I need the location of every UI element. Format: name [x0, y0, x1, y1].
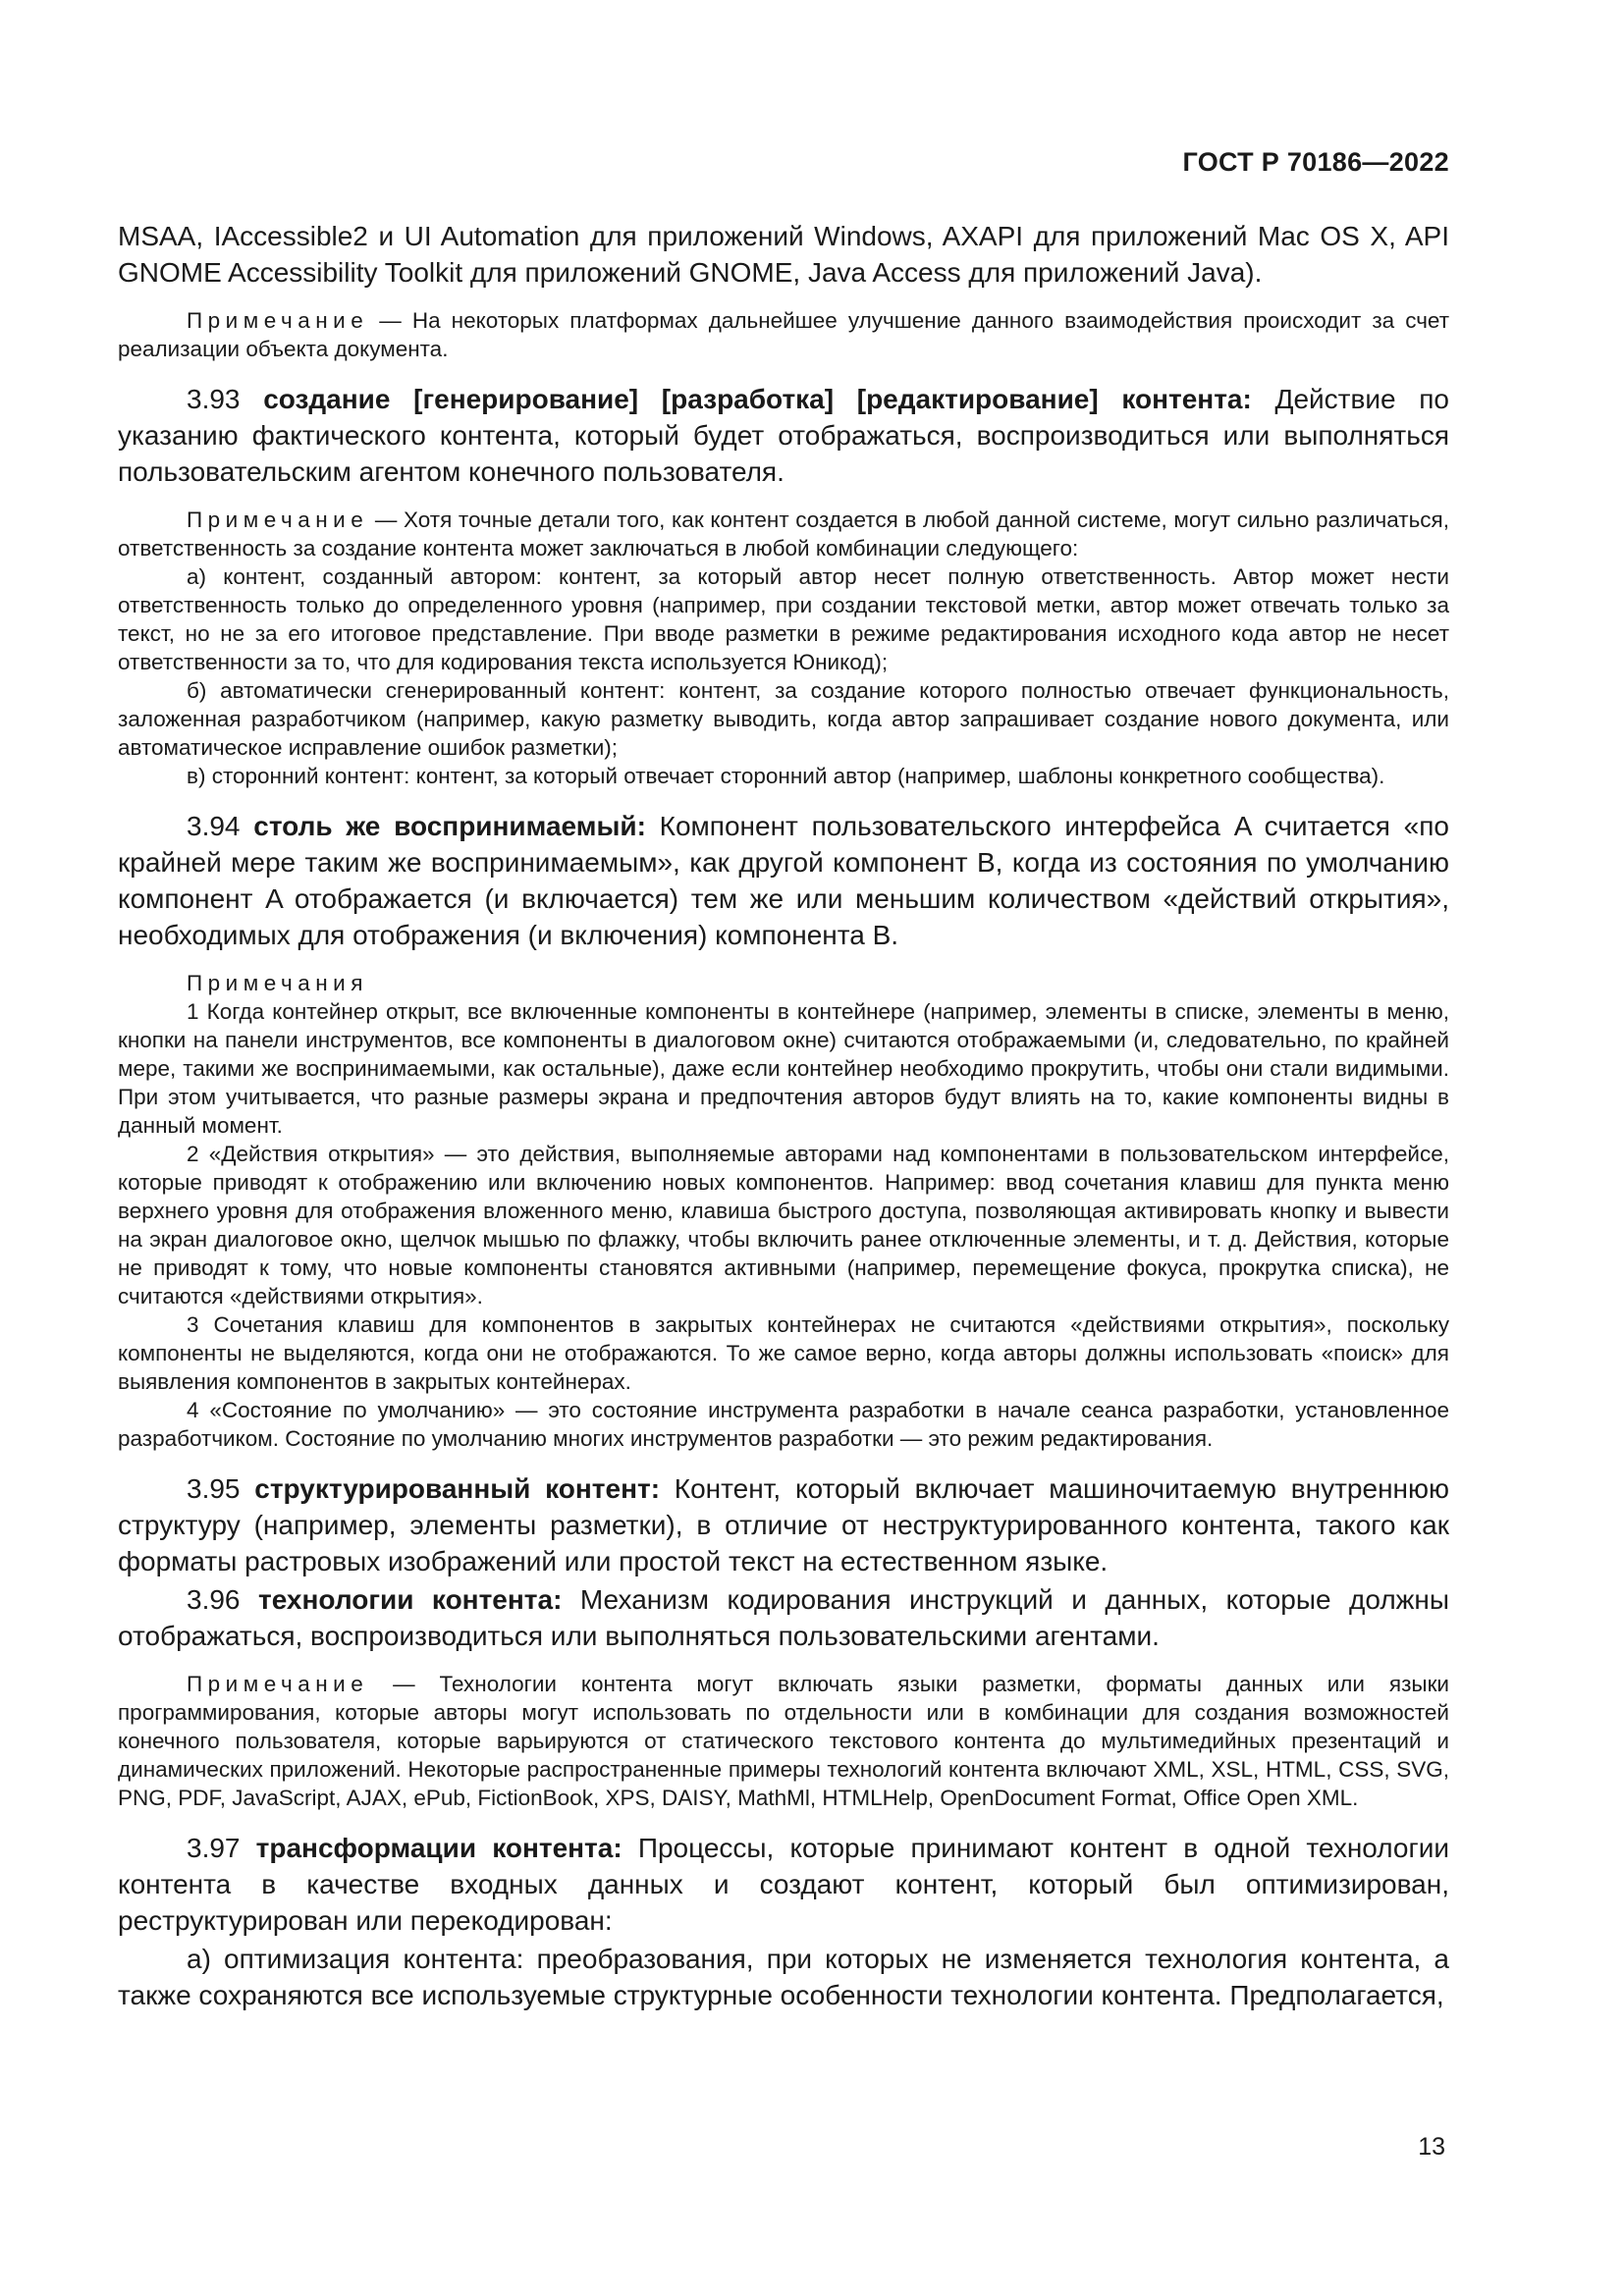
term-name: структурированный контент: — [254, 1473, 661, 1504]
note-item: а) контент, созданный автором: контент, за который автор несет полную ответственность. Автор может нести ответственность только до определенного уровня (например, при создании текстовой метки, автор может отвечать только за текст, но не за его итоговое представление. При вводе разметки в режиме редактирования исходного кода автор не несет ответственности за то, что для кодирования текста используется Юникод); — [118, 564, 1449, 674]
term-definition — [118, 1470, 1449, 1579]
page-number: 13 — [1418, 2133, 1445, 2161]
term-definition-text: Механизм кодирования инструкций и данных, которые должны отображаться, воспроизводиться или выполняться пользовательскими агентами. — [118, 1584, 1449, 1651]
note — [118, 506, 1449, 562]
term-definition-text: Процессы, которые принимают контент в одной технологии контента в качестве входных данных и создают контент, который был оптимизирован, реструктурирован или перекодирован: — [118, 1833, 1449, 1936]
paragraph: а) оптимизация контента: преобразования, при которых не изменяется технология контента, а также сохраняются все используемые структурные особенности технологии контента. Предполагается, — [118, 1944, 1449, 2010]
note-item: б) автоматически сгенерированный контент: контент, за создание которого полностью отвечает функциональность, заложенная разработчиком (например, какую разметку выводить, когда автор запрашивает создание нового документа, или автоматическое исправление ошибок разметки); — [118, 678, 1449, 760]
term-definition-text: Действие по указанию фактического контента, который будет отображаться, воспроизводиться или выполняться пользовательским агентом конечного пользователя. — [118, 384, 1450, 487]
document-body — [118, 218, 1449, 2013]
notes-heading — [118, 969, 1449, 997]
note-label: Примечание — [187, 507, 369, 532]
note-item: 3 Сочетания клавиш для компонентов в закрытых контейнерах не считаются «действиями открытия», поскольку компоненты не выделяются, когда они не отображаются. То же самое верно, когда авторы должны использовать «поиск» для выявления компонентов в закрытых контейнерах. — [118, 1312, 1449, 1394]
notes-label: Примечания — [187, 971, 368, 995]
term-definition — [118, 1830, 1449, 1939]
note — [118, 306, 1449, 363]
term-definition — [118, 381, 1449, 490]
note-item: в) сторонний контент: контент, за который отвечает сторонний автор (например, шаблоны конкретного сообщества). — [187, 764, 1385, 788]
note-label: Примечание — [187, 308, 369, 333]
standard-header: ГОСТ Р 70186—2022 — [1182, 147, 1449, 177]
note-item: 4 «Состояние по умолчанию» — это состояние инструмента разработки в начале сеанса разработки, установленное разработчиком. Состояние по умолчанию многих инструментов разработки — это режим редактирования. — [118, 1398, 1449, 1451]
term-number: 3.95 — [187, 1473, 255, 1504]
term-definition — [118, 1581, 1449, 1654]
term-name: столь же воспринимаемый: — [253, 811, 646, 841]
term-name: технологии контента: — [258, 1584, 563, 1615]
term-number: 3.97 — [187, 1833, 256, 1863]
note-item: 2 «Действия открытия» — это действия, выполняемые авторами над компонентами в пользовательском интерфейсе, которые приводят к отображению или включению новых компонентов. Например: ввод сочетания клавиш для пункта меню верхнего уровня для отображения вложенного меню, клавиша быстрого доступа, позволяющая активировать кнопку и вывести на экран диалоговое окно, щелчок мышью по флажку, чтобы включить ранее отключенные элементы, и т. д. Действия, которые не приводят к тому, что новые компоненты становятся активными (например, перемещение фокуса, прокрутка списка), не считаются «действиями открытия». — [118, 1142, 1449, 1308]
note-text: — Технологии контента могут включать языки разметки, форматы данных или языки программирования, которые авторы могут использовать по отдельности или в комбинации для создания возможностей конечного пользователя, которые варьируются от статического текстового контента до мультимедийных презентаций и динамических приложений. Некоторые распространенные примеры технологий контента включают XML, XSL, HTML, CSS, SVG, PNG, PDF, JavaScript, AJAX, ePub, FictionBook, XPS, DAISY, MathMl, HTMLHelp, OpenDocument Format, Office Open XML. — [118, 1672, 1449, 1810]
note-item: 1 Когда контейнер открыт, все включенные компоненты в контейнере (например, элементы в списке, элементы в меню, кнопки на панели инструментов, все компоненты в диалоговом окне) считаются отображаемыми (и, следовательно, по крайней мере, такими же воспринимаемыми, как остальные), даже если контейнер необходимо прокрутить, чтобы они стали видимыми. При этом учитывается, что разные размеры экрана и предпочтения авторов будут влиять на то, какие компоненты видны в данный момент. — [118, 999, 1449, 1138]
paragraph: MSAA, IAccessible2 и UI Automation для приложений Windows, AXAPI для приложений Mac OS X, API GNOME Accessibility Toolkit для приложений GNOME, Java Access для приложений Java). — [118, 221, 1449, 288]
note-text: — На некоторых платформах дальнейшее улучшение данного взаимодействия происходит за счет реализации объекта документа. — [118, 308, 1449, 361]
note-text: — Хотя точные детали того, как контент создается в любой данной системе, могут сильно различаться, ответственность за создание контента может заключаться в любой комбинации следующего: — [118, 507, 1449, 561]
term-definition-text: Контент, который включает машиночитаемую внутреннюю структуру (например, элементы разметки), в отличие от неструктурированного контента, такого как форматы растровых изображений или простой текст на естественном языке. — [118, 1473, 1449, 1576]
note-label: Примечание — [187, 1672, 369, 1696]
note — [118, 1670, 1449, 1812]
term-definition — [118, 808, 1449, 953]
term-name: создание [генерирование] [разработка] [редактирование] контента: — [263, 384, 1252, 414]
term-definition-text: Компонент пользовательского интерфейса A считается «по крайней мере таким же воспринимаемым», как другой компонент B, когда из состояния по умолчанию компонент A отображается (и включается) тем же или меньшим количеством «действий открытия», необходимых для отображения (и включения) компонента B. — [118, 811, 1449, 950]
term-number: 3.96 — [187, 1584, 259, 1615]
term-number: 3.93 — [187, 384, 264, 414]
term-number: 3.94 — [187, 811, 254, 841]
term-name: трансформации контента: — [255, 1833, 623, 1863]
